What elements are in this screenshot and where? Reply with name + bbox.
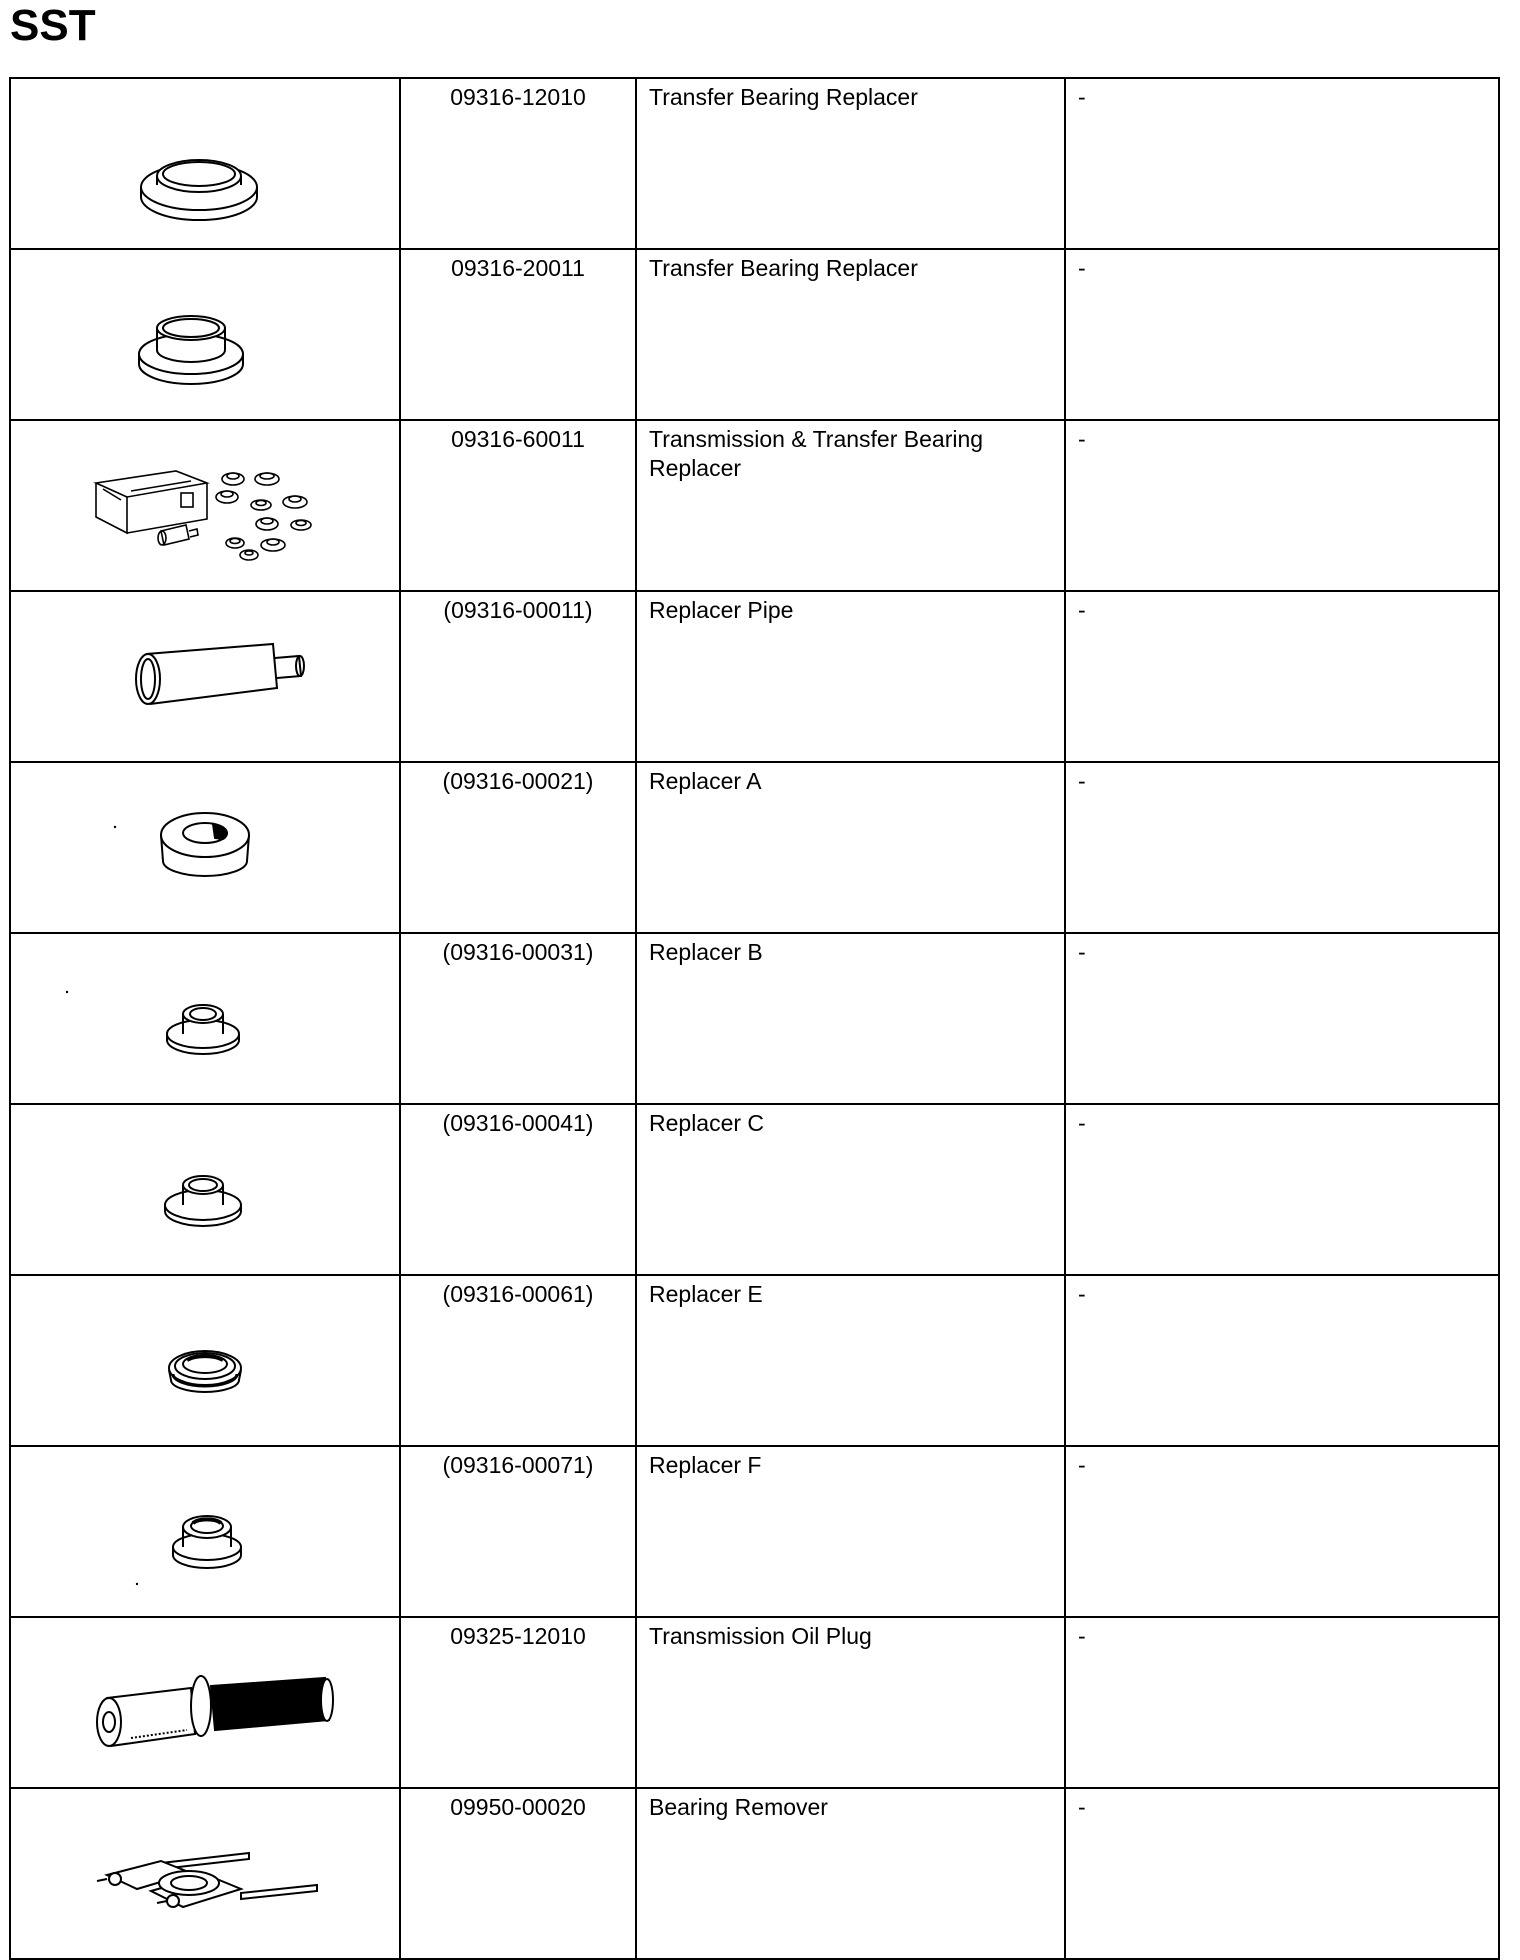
tool-name: Transfer Bearing Replacer [636, 78, 1065, 249]
replacer-c-icon [11, 1105, 399, 1274]
tool-name: Replacer E [636, 1275, 1065, 1446]
tool-note: - [1065, 420, 1499, 591]
table-row [10, 762, 1499, 933]
tool-name: Replacer B [636, 933, 1065, 1104]
tool-note: - [1065, 1104, 1499, 1275]
tool-image-cell [10, 78, 400, 249]
part-number: (09316-00011) [400, 591, 636, 762]
tool-name: Transmission Oil Plug [636, 1617, 1065, 1788]
table-row [10, 591, 1499, 762]
tool-note: - [1065, 1617, 1499, 1788]
part-number: (09316-00021) [400, 762, 636, 933]
table-row [10, 1446, 1499, 1617]
table-row [10, 249, 1499, 420]
tool-image-cell [10, 1788, 400, 1959]
oil-plug-icon [11, 1618, 399, 1787]
part-number: 09325-12010 [400, 1617, 636, 1788]
bearing-remover-icon [11, 1789, 399, 1958]
part-number: 09316-20011 [400, 249, 636, 420]
tool-image-cell [10, 1275, 400, 1446]
tool-name: Transfer Bearing Replacer [636, 249, 1065, 420]
table-row [10, 78, 1499, 249]
part-number: 09316-60011 [400, 420, 636, 591]
tool-image-cell [10, 933, 400, 1104]
part-number: (09316-00071) [400, 1446, 636, 1617]
tool-name: Replacer A [636, 762, 1065, 933]
part-number: 09316-12010 [400, 78, 636, 249]
replacer-e-icon [11, 1276, 399, 1445]
replacer-a-icon [11, 763, 399, 932]
replacer-b-icon [11, 934, 399, 1103]
tool-image-cell [10, 249, 400, 420]
part-number: (09316-00041) [400, 1104, 636, 1275]
tool-note: - [1065, 933, 1499, 1104]
tool-note: - [1065, 78, 1499, 249]
table-row [10, 933, 1499, 1104]
table-row [10, 1788, 1499, 1959]
tool-note: - [1065, 249, 1499, 420]
tool-image-cell [10, 1446, 400, 1617]
tool-note: - [1065, 1446, 1499, 1617]
tool-image-cell [10, 1617, 400, 1788]
part-number: (09316-00031) [400, 933, 636, 1104]
tool-note: - [1065, 762, 1499, 933]
ring-replacer-icon [11, 79, 399, 248]
sst-table [9, 77, 1500, 1960]
tool-image-cell [10, 591, 400, 762]
table-row [10, 1275, 1499, 1446]
tool-name: Bearing Remover [636, 1788, 1065, 1959]
tool-image-cell [10, 1104, 400, 1275]
tool-name: Replacer F [636, 1446, 1065, 1617]
tool-name: Transmission & Transfer Bearing Replacer [636, 420, 1065, 591]
tool-name: Replacer Pipe [636, 591, 1065, 762]
tool-image-cell [10, 420, 400, 591]
tool-note: - [1065, 1788, 1499, 1959]
part-number: (09316-00061) [400, 1275, 636, 1446]
replacer-f-icon [11, 1447, 399, 1616]
table-row [10, 1617, 1499, 1788]
tool-note: - [1065, 591, 1499, 762]
table-row [10, 1104, 1499, 1275]
replacer-pipe-icon [11, 592, 399, 761]
page-title: SST [10, 1, 96, 50]
tool-name: Replacer C [636, 1104, 1065, 1275]
tool-note: - [1065, 1275, 1499, 1446]
tool-image-cell [10, 762, 400, 933]
cup-replacer-icon [11, 250, 399, 419]
replacer-set-icon [11, 421, 399, 590]
table-row [10, 420, 1499, 591]
part-number: 09950-00020 [400, 1788, 636, 1959]
